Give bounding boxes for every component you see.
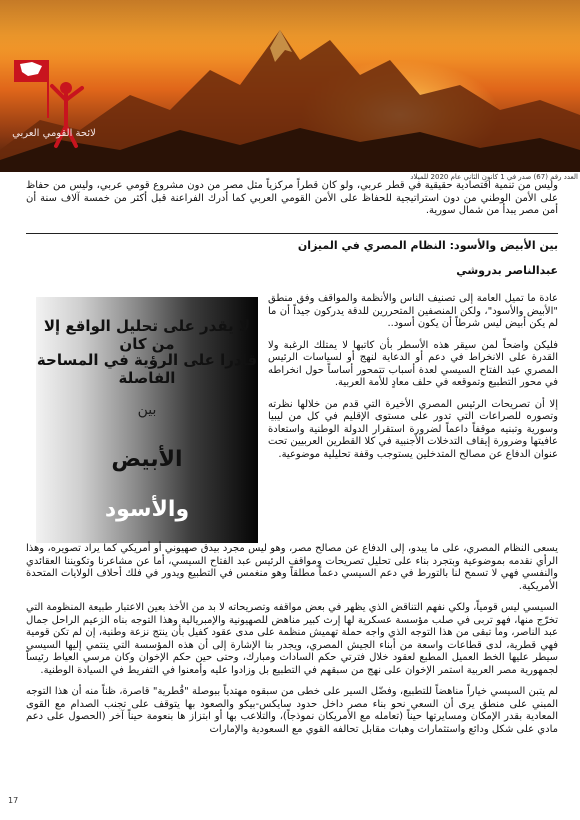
quote-poster-image — [36, 297, 258, 543]
body-paragraph: السيسي ليس قومياً، ولكي نفهم التناقض الذي يظهر في بعض مواقفه وتصريحاته لا بد من الأخذ بعين الاعتبار طبيعة المنظومة التي تخرّج منها، فهو تربى في صلب مؤسسة عسكرية لها إرث كبير مناهض للصهيونية والإمبريالية وهذا التوجه بناه الزعيم الراحل جمال عبد الناصر، وما تبقى من هذا التوجه الذي واجه حملة تهميش منظمة على مدى عقود كفيل بأن ينتج نزعة وطنية، إن لم تكن قومية فهي قطرية، لدى قطاعات واسعة من أبناء الجيش المصري، ويجدر بنا الإشارة إلى أن هذه المؤسسة التي ينتمي إليها السيسي سيطر عليها الخط العميل المطبع لعقود خلال فترتي حكم السادات ومبارك، وحتى حين حكم الإخوان وكان مرسي العياط رئيساً لجمهورية مصر العربية استمر الإخوان على نهج من سبقهم في التطبيع بل وزادوا عليه وأمعنوا في التفريط في السيادة الوطنية. — [26, 602, 558, 676]
poster-line-3: بين — [137, 402, 157, 418]
poster-word-black: والأسود — [104, 497, 190, 522]
issue-line: العدد رقم (67) صدر في 1 كانون الثاني عام 2020 للميلاد — [410, 173, 578, 181]
article-column — [268, 293, 558, 470]
article-title: بين الأبيض والأسود: النظام المصري في الميزان — [297, 239, 558, 252]
column-paragraph: إلا أن تصريحات الرئيس المصري الأخيرة التي قدم من خلالها نظرته وتصوره للصراعات التي تدور على مستوى الإقليم في كل من ليبيا وسورية وتبنيه موقفاً داعماً لضرورة استقرار الدولة الوطنية واستعادة عافيتها وضرورة إيقاف التدخلات الأجنبية في كلا القطرين العربيين تحت عنوان الدفاع عن مصالح المتدخلين يستوجب وقفة تحليلية موضوعية. — [268, 398, 558, 460]
column-paragraph: فليكن واضحاً لمن سيقر هذه الأسطر بأن كاتبها لا يمتلك الرغبة ولا القدرة على الانخراط في دعم أو الدعاية لنهج أو لسياسات الرئيس المصري عبد الفتاح السيسي لعدة أسباب تتمحور أساساً حول انخراطه في محور التطبيع وتموقعه في حلف معادٍ للأمة العربية. — [268, 339, 558, 388]
body-paragraph: يسعى النظام المصري، على ما يبدو، إلى الدفاع عن مصالح مصر، وهو ليس مجرد بيدق صهيوني أو أمريكي كما يراد تصويره، وهذا الرأي نقدمه بموضوعية وبتجرد بناء على تحليل تصريحات ومواقف الرئيس عبد الفتاح السيسي، أما عن مشاعرنا وتكويننا العقائدي والنفسي فهي لا تسمح لنا بالتورط في دعم السيسي دعماً مطلقاً وهو منغمس في التطبيع ويدور في فلك أحلاف الولايات المتحدة الأمريكية. — [26, 543, 558, 592]
logo-emblem — [4, 48, 104, 158]
logo-text: لائحة القومي العربي — [12, 128, 96, 139]
poster-line-1: لا يقدر على تحليل الواقع إلا من كان — [43, 317, 251, 353]
section-divider — [26, 233, 558, 234]
column-paragraph: عادة ما تميل العامة إلى تصنيف الناس والأنظمة والمواقف وفق منطق "الأبيض والأسود"، ولكن المنصفين المتحررين للدقة يدركون جيداً أن ما لم يكن أبيض ليس شرطاً أن يكون أسود.. — [268, 293, 558, 329]
article-body — [26, 543, 558, 745]
poster-word-white: الأبيض — [111, 447, 183, 472]
article-author: عبدالناصر بدروشي — [456, 264, 558, 277]
body-paragraph: لم يتبن السيسي خياراً مناهضاً للتطبيع، وفضّل السير على خطى من سبقوه مهتدياً ببوصلة "قُطرية" قاصرة، ظناً منه أن هذا التوجه المبني على منطق يرى أن السعي نحو بناء مصر داخل حدود سايكس-بيكو والصعود بها يتوقف على تجنب الصدام مع القوى المعادية بقدر الإمكان ومسايرتها حيناً (تعامله مع الأمريكان نموذجاً)، والتلاعب بها أو ابتزاز ها بنعومة حيناً آخر (الحصول على دعم مادي على شكل ودائع واستثمارات وهبات مقابل تحالفه القوي مع السعودية والإمارات — [26, 686, 558, 735]
header-banner — [0, 0, 580, 172]
intro-paragraph: وليس من تنمية اقتصادية حقيقية في قطر عربي، ولو كان قطراً مركزياً مثل مصر من دون مشروع قومي عربي، وليس من حفاظ على الأمن الوطني من دون استراتيجية للحفاظ على الأمن القومي العربي كما أدرك الفراعنة قبل أكثر من خمسة آلاف سنة أن أمن مصر يبدأ من شمال سورية. — [26, 180, 558, 216]
page-number: 17 — [8, 796, 19, 805]
poster-line-2: قادرا على الرؤية في المساحة الفاصلة — [36, 351, 258, 387]
